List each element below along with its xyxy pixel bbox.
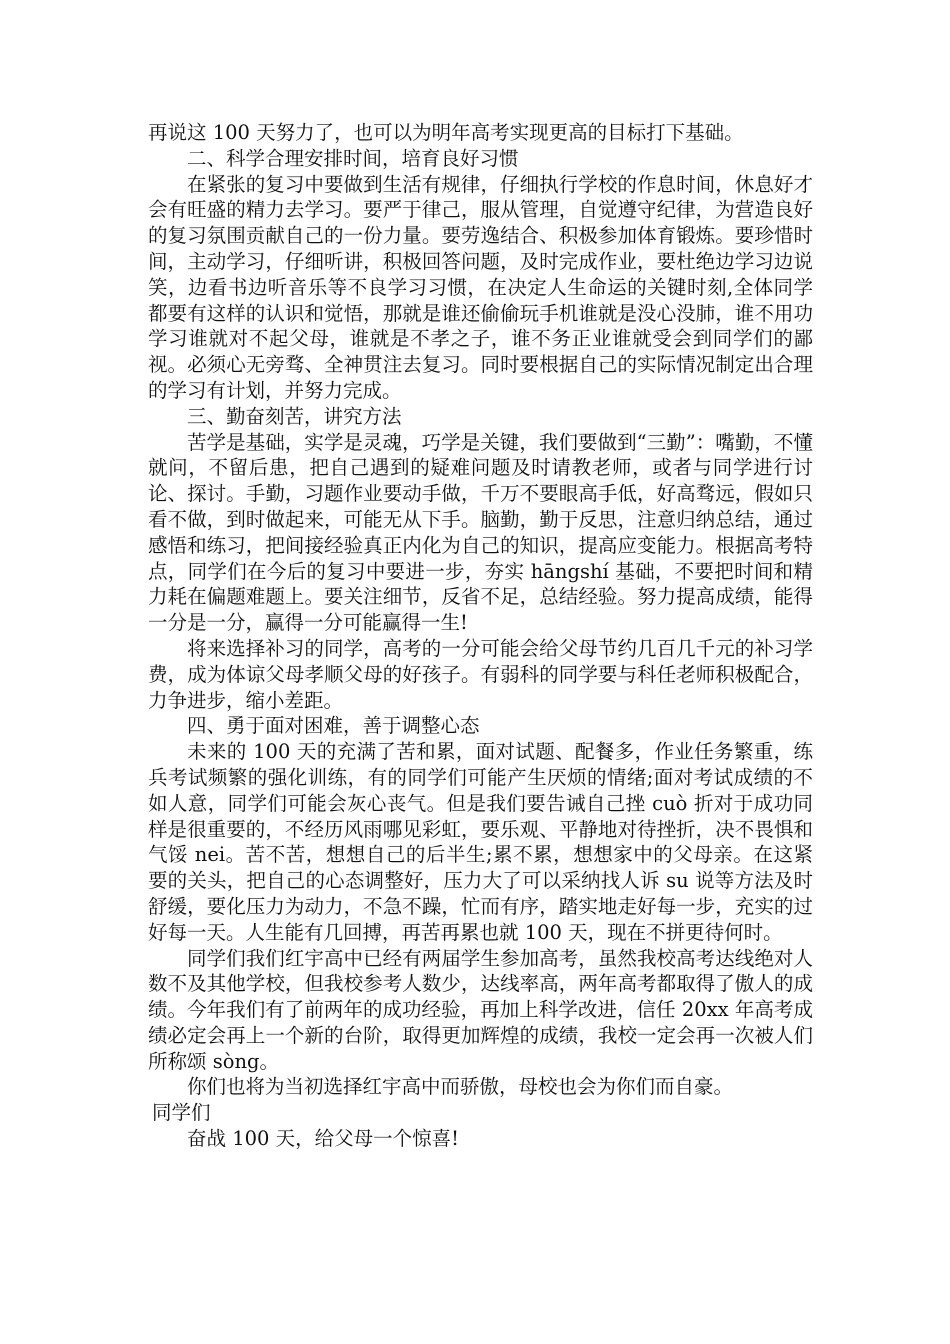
paragraph-salutation: 同学们 xyxy=(152,1101,211,1125)
section-heading-2: 二、科学合理安排时间，培育良好习惯 xyxy=(187,146,519,170)
paragraph-tutoring: 将来选择补习的同学，高考的一分可能会给父母节约几百几千元的补习学费，成为体谅父母孝顺父母的好孩子。有弱科的同学要与科任老师积极配合，力争进步，缩小差距。 xyxy=(148,636,813,712)
paragraph-schedule: 在紧张的复习中要做到生活有规律，仔细执行学校的作息时间，休息好才会有旺盛的精力去学习。要严于律己，服从管理，自觉遵守纪律，为营造良好的复习氛围贡献自己的一份力量。要劳逸结合、积极参加体育锻炼。要珍惜时间，主动学习，仔细听讲，积极回答问题，及时完成作业，要杜绝边学习边说笑，边看书边听音乐等不良学习习惯，在决定人生命运的关键时刻,全体同学都要有这样的认识和觉悟，那就是谁还偷偷玩手机谁就是没心没肺，谁不用功学习谁就对不起父母，谁就是不孝之子，谁不务正业谁就受会到同学们的鄙视。必须心无旁骛、全神贯注去复习。同时要根据自己的实际情况制定出合理的学习有计划，并努力完成。 xyxy=(148,172,813,402)
section-heading-3: 三、勤奋刻苦，讲究方法 xyxy=(187,404,402,428)
paragraph-school-history: 同学们我们红宇高中已经有两届学生参加高考，虽然我校高考达线绝对人数不及其他学校，但我校参考人数少，达线率高，两年高考都取得了傲人的成绩。今年我们有了前两年的成功经验，再加上科学改进，信任 20xx 年高考成绩必定会再上一个新的台阶，取得更加辉煌的成绩，我校一定会再一次被人们所称颂 sòng。 xyxy=(148,946,813,1073)
paragraph-mindset: 未来的 100 天的充满了苦和累，面对试题、配餐多，作业任务繁重，练兵考试频繁的强化训练，有的同学们可能产生厌烦的情绪;面对考试成绩的不如人意，同学们可能会灰心丧气。但是我们要告诫自己挫 cuò 折对于成功同样是很重要的，不经历风雨哪见彩虹，要乐观、平静地对待挫折，决不畏惧和气馁 nei。苦不苦，想想自己的后半生;累不累，想想家中的父母亲。在这紧要的关头，把自己的心态调整好，压力大了可以采纳找人诉 su 说等方法及时舒缓，要化压力为动力，不急不躁，忙而有序，踏实地走好每一步，充实的过好每一天。人生能有几回搏，再苦再累也就 100 天，现在不拼更待何时。 xyxy=(148,740,813,944)
paragraph-continued: 再说这 100 天努力了，也可以为明年高考实现更高的目标打下基础。 xyxy=(148,121,744,144)
paragraph-three-diligences: 苦学是基础，实学是灵魂，巧学是关键，我们要做到“三勤”：嘴勤，不懂就问，不留后患，把自己遇到的疑难问题及时请教老师，或者与同学进行讨论、探讨。手勤，习题作业要动手做，千万不要眼高手低，好高骛远，假如只看不做，到时做起来，可能无从下手。脑勤，勤于反思，注意归纳总结，通过感悟和练习，把间接经验真正内化为自己的知识，提高应变能力。根据高考特点，同学们在今后的复习中要进一步，夯实 hāngshí 基础，不要把时间和精力耗在偏题难题上。要关注细节，反省不足，总结经验。努力提高成绩，能得一分是一分，赢得一分可能赢得一生! xyxy=(148,430,813,635)
document-page xyxy=(148,120,813,1152)
paragraph-pride: 你们也将为当初选择红宇高中而骄傲，母校也会为你们而自豪。 xyxy=(187,1075,734,1099)
section-heading-4: 四、勇于面对困难，善于调整心态 xyxy=(187,714,480,738)
paragraph-closing: 奋战 100 天，给父母一个惊喜! xyxy=(187,1127,459,1151)
